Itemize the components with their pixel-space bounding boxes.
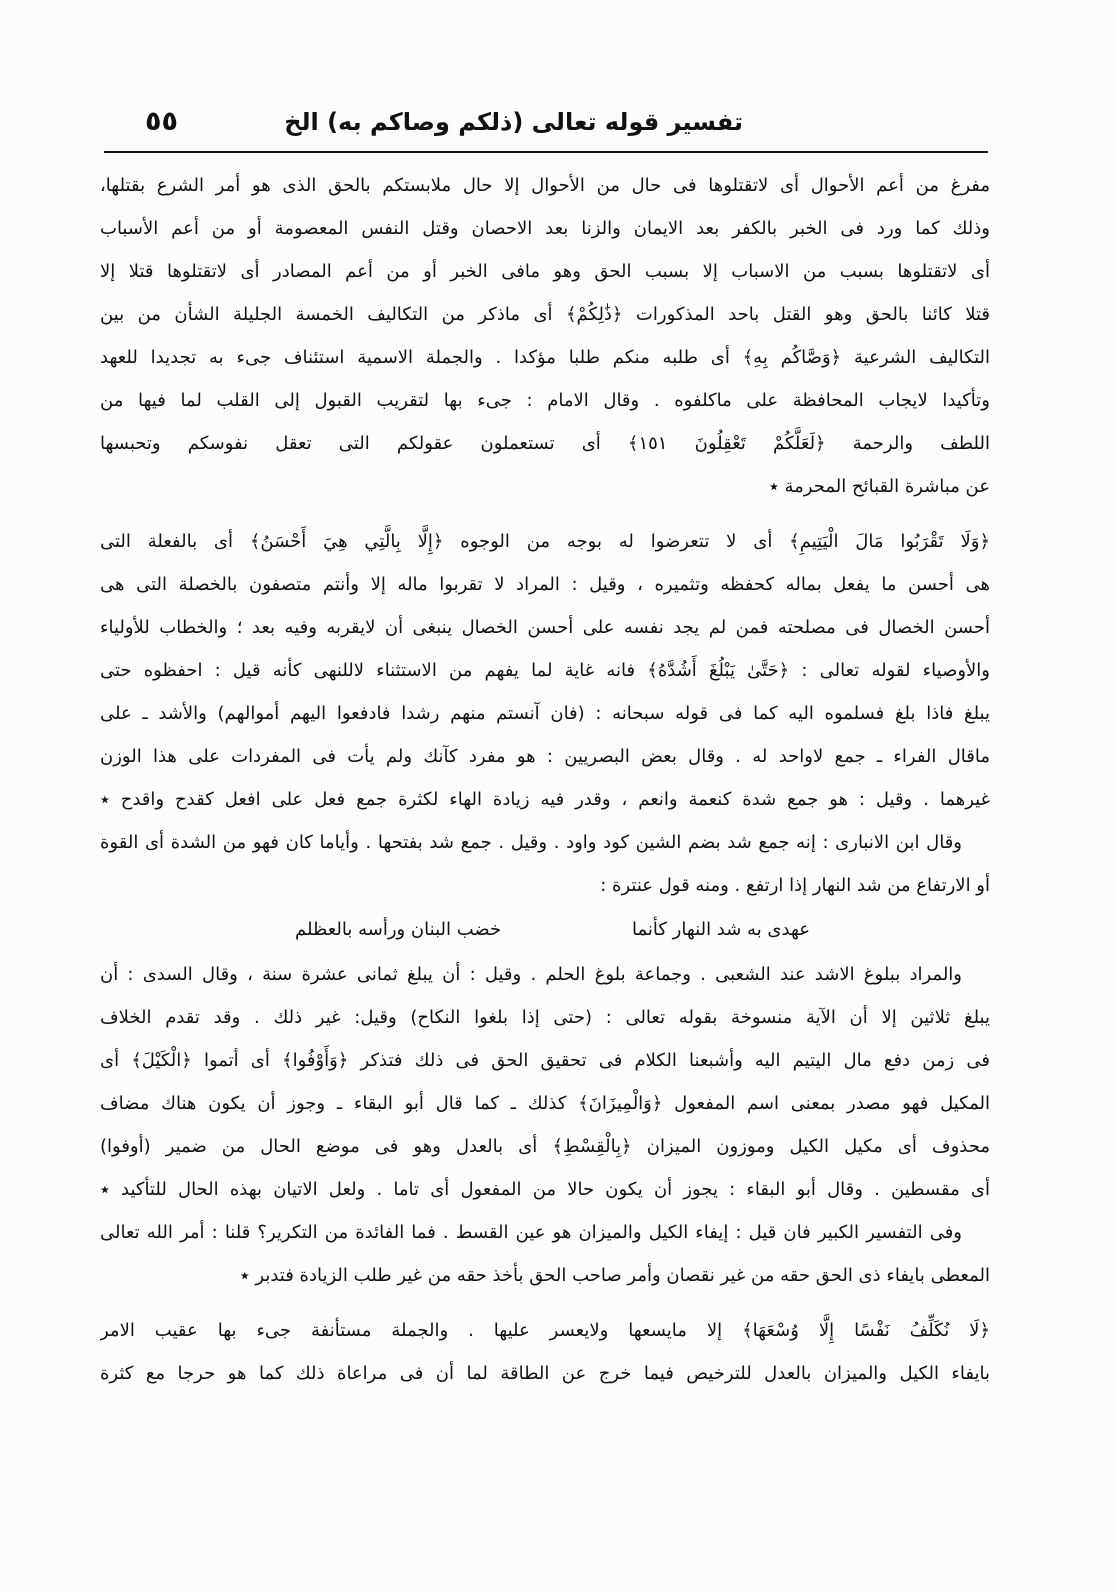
header-rule (104, 151, 988, 153)
text-line: المعطى بايفاء ذى الحق حقه من غير نقصان وأمر صاحب الحق بأخذ حقه من غير طلب الزيادة فتدبر ٭ (239, 1265, 990, 1286)
verse-first-hemistich: عهدى به شد النهار كأنما (632, 919, 810, 940)
text-line: هى أحسن ما يفعل بماله كحفظه وتثميره ، وقيل : المراد لا تقربوا ماله إلا وأنتم متصفون بالخصلة التى هى (100, 574, 990, 595)
text-line: وذلك كما ورد فى الخبر بالكفر بعد الايمان والزنا بعد الاحصان وقتل النفس المعصومة أو من أعم الأسباب (100, 218, 990, 239)
text-line: وفى التفسير الكبير فان قيل : إيفاء الكيل والميزان هو عين القسط . فما الفائدة من التكرير؟ قلنا : أمر الله تعالى (100, 1222, 962, 1243)
text-line: مفرغ من أعم الأحوال أى لاتقتلوها فى حال من الأحوال إلا حال ملابستكم بالحق الذى هو أمر الشرع بقتلها، (100, 175, 990, 196)
text-line: فى زمن دفع مال اليتيم اليه وأشبعنا الكلام فى تحقيق الحق فى ذلك فتذكر ﴿وَأَوْفُوا﴾ أى أتموا ﴿الْكَيْلَ﴾ أى (100, 1050, 990, 1071)
text-line: محذوف أى مكيل الكيل وموزون الميزان ﴿بِالْقِسْطِ﴾ أى بالعدل وهو فى موضع الحال من ضمير (أوفوا) (100, 1136, 990, 1157)
text-line: يبلغ ثلاثين إلا أن الآية منسوخة بقوله تعالى : (حتى إذا بلغوا النكاح) وقيل: غير ذلك . وقد تقدم الخلاف (100, 1007, 990, 1028)
text-line: قتلا كائنا بالحق وهو القتل باحد المذكورات ﴿ذَٰلِكُمْ﴾ أى ماذكر من التكاليف الخمسة الجليلة الشأن من بين (100, 304, 990, 325)
text-line: ماقال الفراء ـ جمع لاواحد له . وقال بعض البصريين : هو مفرد كآنك ولم يأت فى المفردات على هذا الوزن (100, 746, 990, 767)
text-line: وقال ابن الانبارى : إنه جمع شد بضم الشين كود واود . وقيل . جمع شد بفتحها . وأياما كان فهو من الشدة أى القوة (100, 832, 962, 853)
text-line: أحسن الخصال فى مصلحته فمن لم يجد نفسه على أحسن الخصال ينبغى أن لايقربه وفيه بعد ؛ والخطاب للأولياء (100, 617, 990, 638)
text-line: ﴿وَلَا تَقْرَبُوا مَالَ الْيَتِيمِ﴾ أى لا تتعرضوا له بوجه من الوجوه ﴿إِلَّا بِالَّتِي هِيَ أَحْسَنُ﴾ أى بالفعلة التى (100, 531, 990, 552)
text-line: أى مقسطين . وقال أبو البقاء : يجوز أن يكون حالا من المفعول أى تاما . ولعل الاتيان بهذه الحال للتأكيد ٭ (100, 1179, 990, 1200)
text-line: عن مباشرة القبائح المحرمة ٭ (768, 476, 990, 497)
text-line: أو الارتفاع من شد النهار إذا ارتفع . ومنه قول عنترة : (600, 875, 990, 896)
body-text (100, 164, 990, 1395)
text-line: اللطف والرحمة ﴿لَعَلَّكُمْ تَعْقِلُونَ ١٥١﴾ أى تستعملون عقولكم التى تعقل نفوسكم وتحبسها (100, 433, 990, 454)
text-line: بايفاء الكيل والميزان بالعدل للترخيص فيما خرج عن الطاقة لما أن فى مراعاة ذلك كما هو حرجا مع كثرة (100, 1363, 990, 1384)
text-line: والأوصياء لقوله تعالى : ﴿حَتَّىٰ يَبْلُغَ أَشُدَّهُ﴾ فانه غاية لما يفهم من الاستثناء لاللنهى كأنه قيل : احفظوه حتى (100, 660, 990, 681)
text-line: ﴿لَا نُكَلِّفُ نَفْسًا إِلَّا وُسْعَهَا﴾ إلا مايسعها ولايعسر عليها . والجملة مستأنفة جىء بها عقيب الامر (100, 1320, 990, 1341)
page-number: ٥٥ (145, 106, 178, 137)
running-header-title: تفسير قوله تعالى (ذلكم وصاكم به) الخ (284, 108, 743, 136)
text-line: غيرهما . وقيل : هو جمع شدة كنعمة وانعم ، وقدر فيه زيادة الهاء لكثرة جمع فعل على افعل كقدح واقدح ٭ (100, 789, 990, 810)
text-line: والمراد ببلوغ الاشد عند الشعبى . وجماعة بلوغ الحلم . وقيل : أن يبلغ ثمانى عشرة سنة ، وقال السدى : أن (100, 964, 962, 985)
text-line: وتأكيدا لايجاب المحافظة على ماكلفوه . وقال الامام : جىء بها لتقريب القبول إلى القلب لما فيها من (100, 390, 990, 411)
verse-second-hemistich: خضب البنان ورأسه بالعظلم (295, 919, 502, 940)
text-line: التكاليف الشرعية ﴿وَصَّاكُم بِهِ﴾ أى طلبه منكم طلبا مؤكدا . والجملة الاسمية استئناف جىء به تجديدا للعهد (100, 347, 990, 368)
text-line: المكيل فهو مصدر بمعنى اسم المفعول ﴿وَالْمِيزَانَ﴾ كذلك ـ كما قال أبو البقاء ـ وجوز أن يكون هناك مضاف (100, 1093, 990, 1114)
text-line: يبلغ فاذا بلغ فسلموه اليه كما فى قوله سبحانه : (فان آنستم منهم رشدا فادفعوا اليهم أموالهم) والأشد ـ على (100, 703, 990, 724)
text-line: أى لاتقتلوها بسبب من الاسباب إلا بسبب الحق وهو مافى الخبر أو من أعم المصادر أى لاتقتلوها قتلا إلا (100, 261, 990, 282)
poem-verse (100, 907, 990, 953)
